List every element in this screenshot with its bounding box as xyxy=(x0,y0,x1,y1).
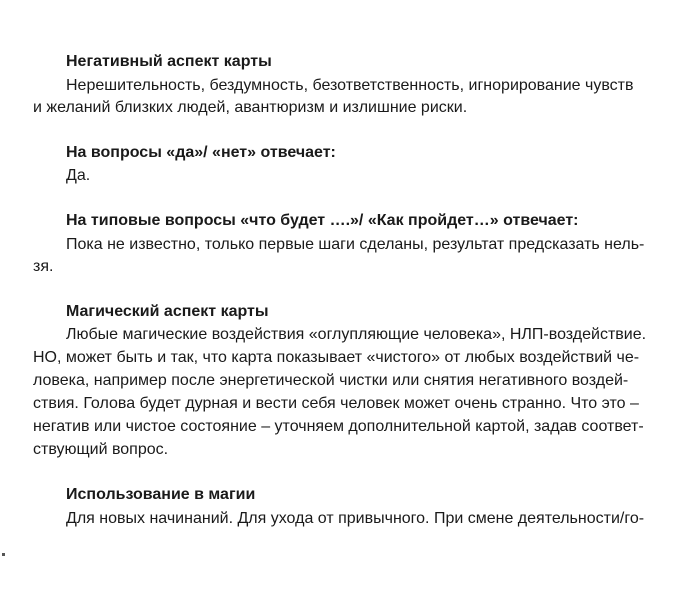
section-heading-magic-use: Использование в магии xyxy=(66,486,256,503)
paragraph-line: Для новых начинаний. Для ухода от привычного. При смене деятельности/го- xyxy=(66,510,645,527)
paragraph-line: зя. xyxy=(33,258,54,275)
paragraph-line: и желаний близких людей, авантюризм и излишние риски. xyxy=(33,99,468,116)
paragraph-line: Пока не известно, только первые шаги сделаны, результат предсказать нель- xyxy=(66,236,645,253)
paragraph-line: ствия. Голова будет дурная и вести себя человек может очень странно. Что это – xyxy=(33,395,639,412)
section-heading-magic-aspect: Магический аспект карты xyxy=(66,303,269,320)
paragraph-line: Любые магические воздействия «оглупляющие человека», НЛП-воздействие. xyxy=(66,326,647,343)
section-heading-typical-questions: На типовые вопросы «что будет ….»/ «Как пройдет…» отвечает: xyxy=(66,212,579,229)
section-heading-negative-aspect: Негативный аспект карты xyxy=(66,53,272,70)
page-edge-mark xyxy=(2,553,5,556)
paragraph-line: Нерешительность, бездумность, безответственность, игнорирование чувств xyxy=(66,77,634,94)
paragraph-line: НО, может быть и так, что карта показывает «чистого» от любых воздействий че- xyxy=(33,349,640,366)
paragraph-line: ствующий вопрос. xyxy=(33,441,169,458)
paragraph-line: ловека, например после энергетической чистки или снятия негативного воздей- xyxy=(33,372,629,389)
section-heading-yes-no: На вопросы «да»/ «нет» отвечает: xyxy=(66,144,336,161)
paragraph-line: негатив или чистое состояние – уточняем дополнительной картой, задав соответ- xyxy=(33,418,644,435)
paragraph-line: Да. xyxy=(66,167,91,184)
